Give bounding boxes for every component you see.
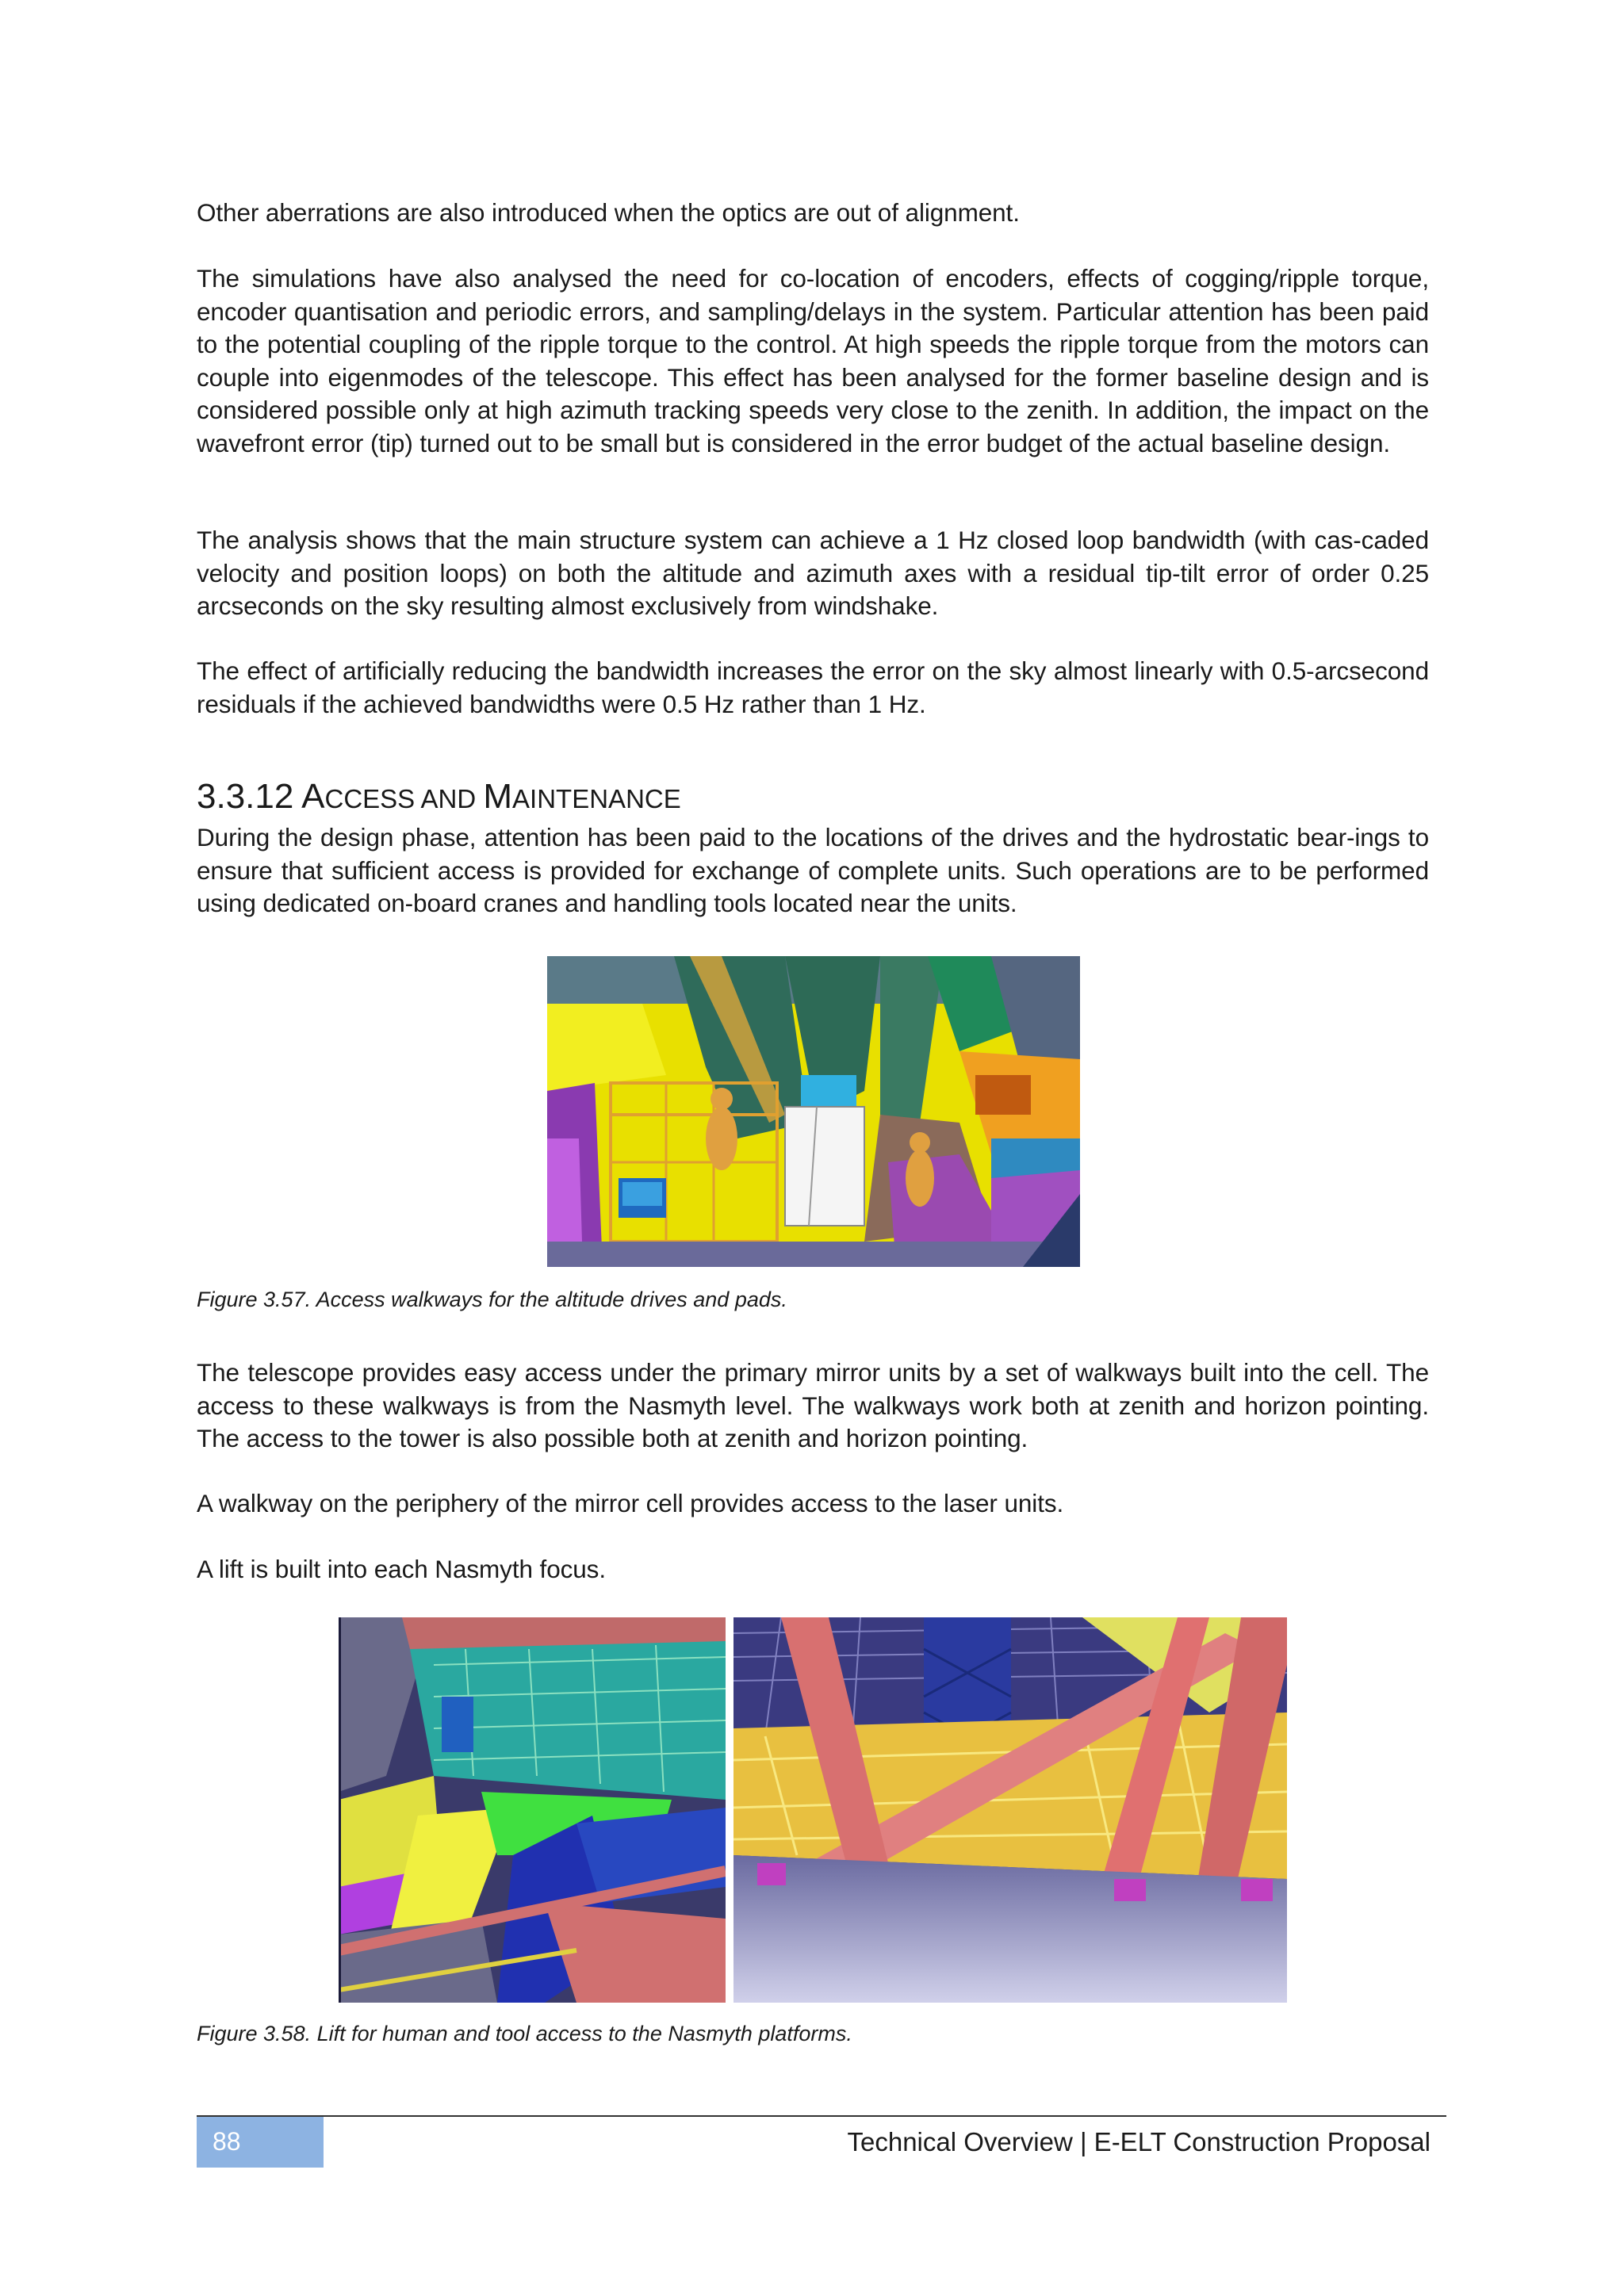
section-title-cap-m: M [483, 777, 513, 816]
section-title-cap-a: A [301, 777, 325, 816]
figure-nasmyth-platform-right-image [733, 1617, 1287, 2003]
figure-caption-3-57: Figure 3.57. Access walkways for the altitude drives and pads. [197, 1288, 787, 1311]
paragraph-analysis: The analysis shows that the main structure system can achieve a 1 Hz closed loop bandwidth (with cas-caded velocity and position loops) on both the altitude and azimuth axes with a residual tip-tilt error of order 0.25 arcseconds on the sky resulting almost exclusively from windshake. [197, 526, 1429, 620]
footer-rule [197, 2115, 1446, 2117]
section-title-rest-m: AINTENANCE [512, 784, 681, 813]
paragraph-bandwidth: The effect of artificially reducing the bandwidth increases the error on the sky almost linearly with 0.5-arcsecond residuals if the achieved bandwidths were 0.5 Hz rather than 1 Hz. [197, 656, 1429, 718]
figure-nasmyth-platform-left-image [339, 1617, 726, 2003]
paragraph-lift: A lift is built into each Nasmyth focus. [197, 1555, 606, 1583]
section-title-rest-a: CCESS AND [324, 784, 484, 813]
page-number: 88 [213, 2127, 241, 2156]
paragraph-simulations: The simulations have also analysed the need for co-location of encoders, effects of cogging/ripple torque, encoder quantisation and periodic errors, and sampling/delays in the system. Particular attention has been paid to the potential coupling of the ripple torque to the control. At high speeds the ripple torque from the motors can couple into eigenmodes of the telescope. This effect has been analysed for the former baseline design and is considered possible only at high azimuth tracking speeds very close to the zenith. In addition, the impact on the wavefront error (tip) turned out to be small but is considered in the error budget of the actual baseline design. [197, 264, 1429, 457]
figure-caption-3-58: Figure 3.58. Lift for human and tool access to the Nasmyth platforms. [197, 2022, 852, 2045]
section-number: 3.3.12 [197, 777, 294, 816]
section-heading [197, 775, 681, 821]
paragraph-walkway-periphery: A walkway on the periphery of the mirror cell provides access to the laser units. [197, 1489, 1064, 1517]
footer-document-title: Technical Overview | E-ELT Construction Proposal [847, 2127, 1431, 2156]
paragraph-design-phase: During the design phase, attention has been paid to the locations of the drives and the hydrostatic bear-ings to ensure that sufficient access is provided for exchange of complete units. Such operations are to be performed using dedicated on-board cranes and handling tools located near the units. [197, 823, 1429, 917]
paragraph-aberrations: Other aberrations are also introduced when the optics are out of alignment. [197, 198, 1020, 227]
figure-access-walkways-image [547, 956, 1080, 1267]
paragraph-telescope-access: The telescope provides easy access under the primary mirror units by a set of walkways built into the cell. The access to these walkways is from the Nasmyth level. The walkways work both at zenith and horizon pointing. The access to the tower is also possible both at zenith and horizon pointing. [197, 1358, 1429, 1452]
